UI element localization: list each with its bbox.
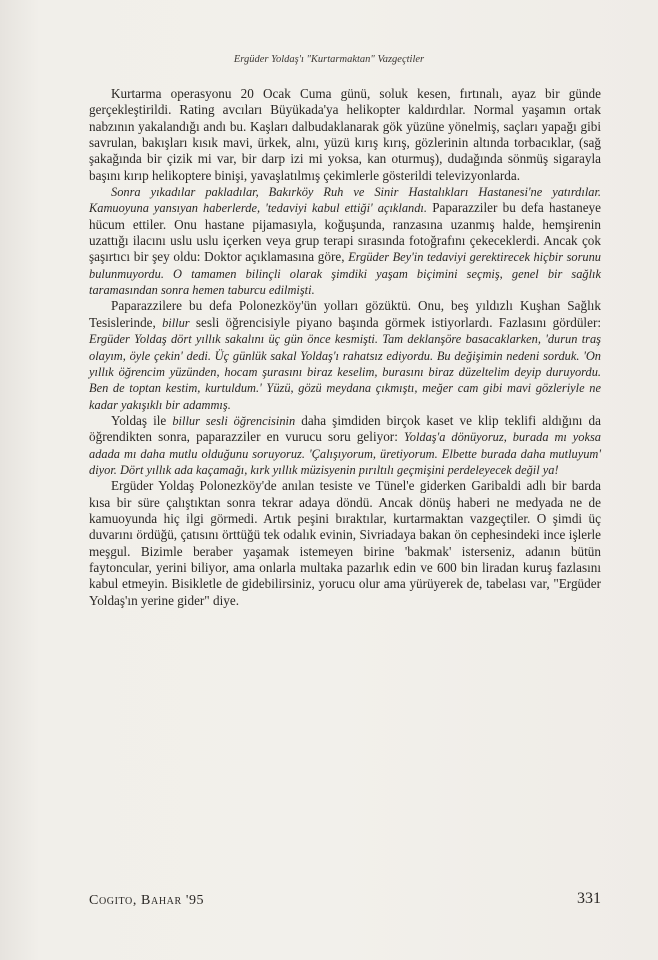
- italic-text: billur sesli öğrencisinin: [172, 413, 296, 428]
- italic-text: billur: [162, 315, 190, 330]
- italic-text: Sonra yıkadılar pakladılar, Bakırköy Ruh ve Sinir Hastalıkları Hastanesi'ne yatırdılar. Kamuoyuna yansıyan haberlerde, 'tedaviyi kabul ettiği' açıklandı.: [89, 185, 601, 216]
- paragraph: [89, 478, 601, 609]
- paragraph: [89, 184, 601, 298]
- page-number: 331: [577, 890, 601, 907]
- text-run: Yoldaş ile: [111, 412, 173, 428]
- text-run: Ergüder Yoldaş Polonezköy'de anılan tesiste ve Tünel'e giderken Garibaldi adlı bir barda kısa bir süre çalıştıktan sonra tekrar adaya döndü. Ancak dönüş haberi ne medyada ne de kamuoyunda hiç ilgi görmedi. Artık peşini bıraktılar, kurtarmaktan vazgeçtiler. O şimdi üç duvarını ördüğü, çatısını örttüğü tek odalık evinin, Sivriadaya bakan ön cephesindeki ince işlerle meşgul. Bizimle beraber yaşamak istemeyen birine 'bakmak' isterseniz, adanın bütün faytoncular, yerini biliyor, ama onlarla multaka pazarlık edin ve 600 bin liradan kuruş fazlasını kabul etmeyin. Bisikletle de gidebilirsiniz, yorucu olur ama yürüyerek de, tabelası var, "Ergüder Yoldaş'ın yerine gider" diye.: [89, 478, 601, 608]
- text-run: Paparazzilere bu defa Polonezköy'ün yolları gözüktü. Onu, beş yıldızlı Kuşhan Sağlık Tesislerinde,: [89, 298, 601, 330]
- article-body: [89, 86, 601, 609]
- journal-footer: Cogito, Bahar '95: [89, 893, 205, 908]
- paragraph: [89, 86, 601, 184]
- italic-text: Ergüder Yoldaş dört yıllık sakalını üç gün önce kesmişti. Tam deklanşöre basacaklarken, 'durun traş olayım, öyle çekin' dedi. Üç günlük sakal Yoldaş'ı rahatsız ediyordu. Bu değişimin nedeni sorduk. 'On yıllık öğrencim yüzünden, hocam şurasını biraz keselim, burasını biraz düzeltelim deyip duruyordu. Ben de toptan kestim, kurtuldum.' Yüzü, gözü meydana çıkmıştı, meğer cam gibi mavi gözleriyle ne kadar yakışıklı bir adammış.: [89, 332, 601, 412]
- text-run: daha şimdiden birçok kaset ve klip teklifi aldığını da öğrendikten sonra, paparazziler en vurucu soru geliyor:: [89, 412, 601, 445]
- italic-text: Ergüder Bey'in tedaviyi gerektirecek hiçbir sorunu bulunmuyordu. O tamamen bilinçli olarak şimdiki yaşam biçimini seçmiş, genel bir sağlık taramasından sonra hemen taburcu edilmişti.: [89, 250, 602, 298]
- text-run: Paparazziler bu defa hastaneye hücum ettiler. Onu hastane pijamasıyla, koğuşunda, ranzasına uzanmış halde, hemşirenin uzattığı ilacını uslu uslu içerken veya grup terapi sırasında fotoğrafını çekeceklerdi. Ancak çok şaşırtıcı bir şey oldu: Doktor açıklamasına göre,: [89, 200, 602, 265]
- text-run: Kurtarma operasyonu 20 Ocak Cuma günü, soluk kesen, fırtınalı, ayaz bir günde gerçekleştirildi. Rating avcıları Büyükada'ya helikopter kaldırdılar. Normal yaşamın ortak nabzının yakalandığı andı bu. Kaşları dalbudaklanarak gök yüzüne yönelmiş, saçları yapağı gibi savrulan, bakışları kısık mavi, ürkek, alnı, yüzü kırış kırış, gözlerinin altında torbacıklar, (sağ şakağında bir çizik mi var, bir darp izi mi yoksa, kan oturmuş), dudağında sönmüş sigarayla başını kırıp helikoptere binişi, yavaşlatılmış çekimlerle gösterildi televizyonlarda.: [89, 86, 601, 183]
- text-run: sesli öğrencisiyle piyano başında görmek istiyorlardı. Fazlasını gördüler:: [189, 314, 601, 330]
- paragraph: [89, 298, 601, 412]
- italic-text: Yoldaş'a dönüyoruz, burada mı yoksa adada mı daha mutlu olduğunu soruyoruz. 'Çalışıyorum, üretiyorum. Elbette burada daha mutluyum' diyor. Dört yıllık ada kaçamağı, kırk yıllık müzisyenin pırıltılı geçmişini perdeleyecek değil ya!: [89, 430, 601, 477]
- paragraph: [89, 413, 601, 478]
- running-head: Ergüder Yoldaş'ı "Kurtarmaktan" Vazgeçtiler: [233, 54, 425, 65]
